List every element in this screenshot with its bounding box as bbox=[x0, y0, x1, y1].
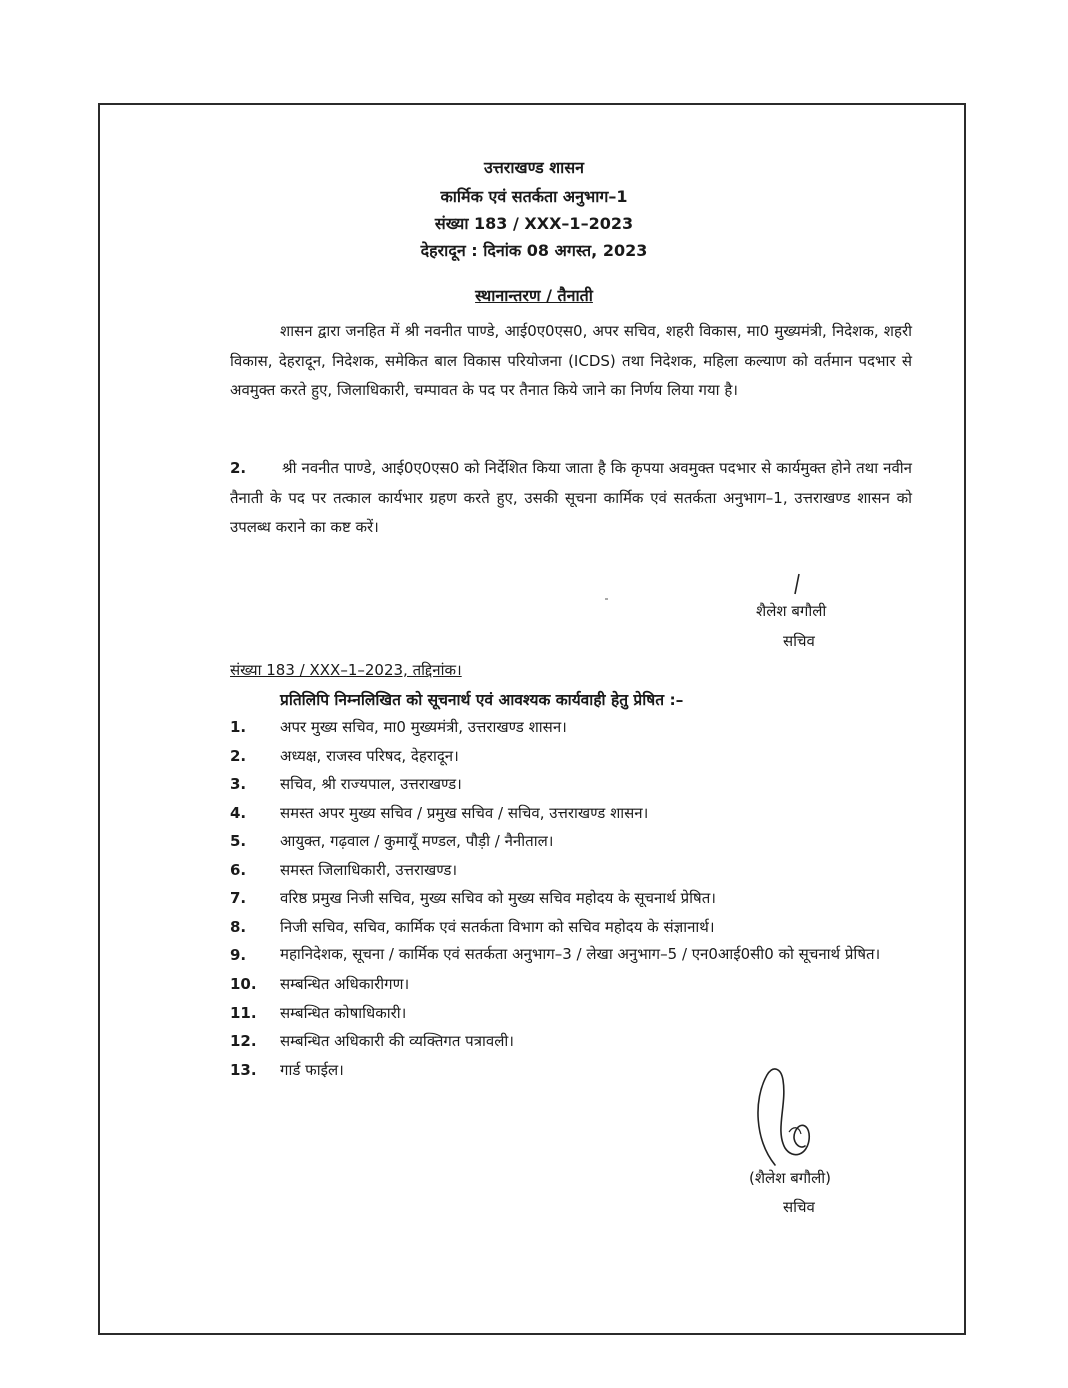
subject-heading: स्थानान्तरण / तैनाती bbox=[475, 286, 593, 305]
list-item: 10. सम्बन्धित अधिकारीगण। bbox=[230, 975, 410, 993]
copy-reference-number: संख्या 183 / XXX–1–2023, तद्दिनांक। bbox=[230, 661, 462, 679]
list-item: 9. महानिदेशक, सूचना / कार्मिक एवं सतर्कता अनुभाग–3 / लेखा अनुभाग–5 / एन0आई0सी0 को सूचनार्थ प्रेषित। bbox=[230, 945, 881, 964]
paragraph-2 bbox=[230, 454, 912, 543]
handwritten-signature bbox=[745, 1060, 825, 1170]
signature-tick-mark bbox=[790, 572, 804, 596]
scan-speck bbox=[605, 598, 608, 600]
signatory-designation: सचिव bbox=[783, 632, 815, 650]
list-item: 2. अध्यक्ष, राजस्व परिषद, देहरादून। bbox=[230, 746, 459, 765]
list-item: 5. आयुक्त, गढ़वाल / कुमायूँ मण्डल, पौड़ी / नैनीताल। bbox=[230, 832, 554, 850]
order-number: संख्या 183 / XXX–1–2023 bbox=[434, 214, 634, 233]
department-name: कार्मिक एवं सतर्कता अनुभाग–1 bbox=[440, 187, 628, 206]
list-item: 3. सचिव, श्री राज्यपाल, उत्तराखण्ड। bbox=[230, 775, 462, 793]
list-item: 1. अपर मुख्य सचिव, मा0 मुख्यमंत्री, उत्तराखण्ड शासन। bbox=[230, 718, 567, 736]
list-item: 4. समस्त अपर मुख्य सचिव / प्रमुख सचिव / सचिव, उत्तराखण्ड शासन। bbox=[230, 803, 649, 822]
list-item: 11. सम्बन्धित कोषाधिकारी। bbox=[230, 1003, 407, 1022]
list-item: 7. वरिष्ठ प्रमुख निजी सचिव, मुख्य सचिव को मुख्य सचिव महोदय के सूचनार्थ प्रेषित। bbox=[230, 889, 716, 907]
signatory-name: शैलेश बगौली bbox=[756, 602, 827, 620]
list-item: 12. सम्बन्धित अधिकारी की व्यक्तिगत पत्रावली। bbox=[230, 1032, 514, 1050]
closing-signatory-name: (शैलेश बगौली) bbox=[749, 1169, 831, 1187]
order-date: देहरादून : दिनांक 08 अगस्त, 2023 bbox=[420, 241, 648, 260]
list-item: 13. गार्ड फाईल। bbox=[230, 1060, 344, 1079]
paragraph-2-number: 2. bbox=[230, 459, 247, 477]
closing-signatory-designation: सचिव bbox=[783, 1198, 815, 1216]
copy-recipient-list bbox=[230, 713, 920, 1084]
paragraph-1: शासन द्वारा जनहित में श्री नवनीत पाण्डे, आई0ए0एस0, अपर सचिव, शहरी विकास, मा0 मुख्यमंत्री, निदेशक, शहरी विकास, देहरादून, निदेशक, समेकित बाल विकास परियोजना (ICDS) तथा निदेशक, महिला कल्याण को वर्तमान पदभार से अवमुक्त करते हुए, जिलाधिकारी, चम्पावत के पद पर तैनात किये जाने का निर्णय लिया गया है। bbox=[230, 322, 912, 399]
copy-intro: प्रतिलिपि निम्नलिखित को सूचनार्थ एवं आवश्यक कार्यवाही हेतु प्रेषित :– bbox=[280, 691, 684, 709]
list-item: 8. निजी सचिव, सचिव, कार्मिक एवं सतर्कता विभाग को सचिव महोदय के संज्ञानार्थ। bbox=[230, 917, 715, 936]
government-name: उत्तराखण्ड शासन bbox=[483, 158, 585, 177]
paragraph-2-text: श्री नवनीत पाण्डे, आई0ए0एस0 को निर्देशित किया जाता है कि कृपया अवमुक्त पदभार से कार्यमुक्त होने तथा नवीन तैनाती के पद पर तत्काल कार्यभार ग्रहण करते हुए, उसकी सूचना कार्मिक एवं सतर्कता अनुभाग–1, उत्तराखण्ड शासन को उपलब्ध कराने का कष्ट करें। bbox=[230, 459, 912, 536]
list-item: 6. समस्त जिलाधिकारी, उत्तराखण्ड। bbox=[230, 860, 458, 879]
